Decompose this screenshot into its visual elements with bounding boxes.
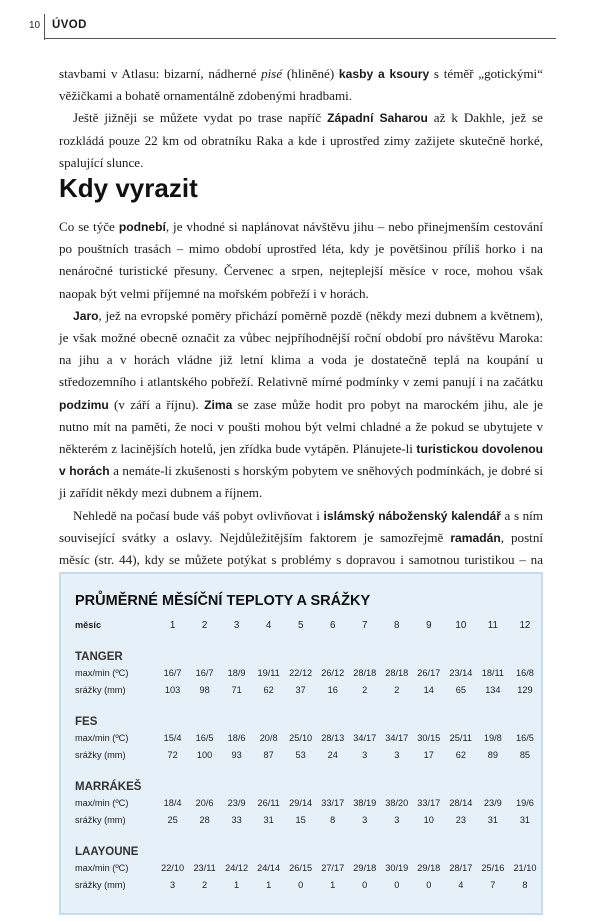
temperature-cell: 28/17 <box>449 862 473 873</box>
temperature-row <box>73 729 541 746</box>
text: , postní měsíc (str. 44), kdy se můžete potýkat s problémy s dopravou i samotnou turistikou – na <box>59 529 543 568</box>
temperature-cell: 18/9 <box>227 667 246 678</box>
city-name: LAAYOUNE <box>75 846 139 858</box>
temperature-cell: 26/12 <box>321 667 345 678</box>
rainfall-cell: 24 <box>327 749 338 760</box>
rainfall-cell: 0 <box>426 879 432 890</box>
rainfall-cell: 1 <box>330 879 336 890</box>
rainfall-cell: 2 <box>394 684 400 695</box>
rainfall-cell: 0 <box>362 879 368 890</box>
rainfall-row <box>73 811 541 828</box>
temperature-cell: 23/11 <box>193 862 216 873</box>
rainfall-cell: 62 <box>263 684 274 695</box>
rainfall-cell: 4 <box>458 879 464 890</box>
page-number: 10 <box>29 20 41 31</box>
temperature-cell: 24/14 <box>257 862 281 873</box>
temperature-cell: 18/6 <box>227 732 246 743</box>
city-name: MARRÁKEŠ <box>75 781 142 793</box>
paragraph <box>59 107 543 174</box>
rainfall-cell: 1 <box>234 879 240 890</box>
rainfall-cell: 3 <box>362 814 368 825</box>
rainfall-row <box>73 681 541 698</box>
rainfall-row-label: srážky (mm) <box>75 749 126 760</box>
rainfall-cell: 31 <box>519 814 531 825</box>
temperature-cell: 20/6 <box>195 797 214 808</box>
rainfall-cell: 98 <box>199 684 210 695</box>
temperature-cell: 22/12 <box>289 667 313 678</box>
temperature-cell: 16/5 <box>515 732 534 743</box>
rainfall-row-label: srážky (mm) <box>75 684 126 695</box>
rainfall-cell: 72 <box>167 749 178 760</box>
rainfall-cell: 93 <box>231 749 242 760</box>
intro-text <box>59 63 543 174</box>
month-cell: 1 <box>169 619 176 631</box>
rainfall-cell: 10 <box>423 814 434 825</box>
city-row <box>73 698 541 729</box>
rainfall-cell: 2 <box>362 684 368 695</box>
temperature-cell: 23/14 <box>449 667 473 678</box>
city-row <box>73 763 541 794</box>
rainfall-cell: 15 <box>295 814 306 825</box>
rainfall-cell: 8 <box>330 814 336 825</box>
rainfall-cell: 2 <box>202 879 208 890</box>
rainfall-cell: 89 <box>487 749 498 760</box>
temperature-cell: 33/17 <box>321 797 345 808</box>
city-name: TANGER <box>75 651 123 663</box>
text-bold: Západní Saharou <box>327 111 428 126</box>
temperature-cell: 28/18 <box>385 667 409 678</box>
temperature-cell: 34/17 <box>385 732 409 743</box>
rainfall-cell: 134 <box>485 684 501 695</box>
rainfall-cell: 31 <box>263 814 274 825</box>
text-bold: Zima <box>204 397 233 412</box>
rainfall-cell: 103 <box>164 684 181 695</box>
rainfall-cell: 14 <box>423 684 434 695</box>
month-cell: 11 <box>487 619 498 631</box>
rainfall-cell: 16 <box>327 684 338 695</box>
rainfall-row <box>73 876 541 893</box>
temperature-cell: 16/5 <box>195 732 214 743</box>
main-text <box>59 216 543 593</box>
temperature-cell: 30/15 <box>417 732 441 743</box>
temperature-cell: 19/6 <box>515 797 534 808</box>
temperature-cell: 16/7 <box>195 667 214 678</box>
temperature-cell: 27/17 <box>321 862 345 873</box>
text-bold: podzimu <box>59 397 109 412</box>
temperature-cell: 18/4 <box>163 797 182 808</box>
temperature-cell: 16/7 <box>163 667 182 678</box>
temperature-cell: 24/12 <box>225 862 249 873</box>
rainfall-cell: 71 <box>231 684 242 695</box>
text-bold: turistickou dovolenou v horách <box>59 442 543 479</box>
text-bold: Jaro <box>73 308 99 323</box>
month-label: měsíc <box>75 620 102 630</box>
text: , je vhodné si naplánovat návštěvu jihu – nebo přinejmenším cestování po pouštních trasách – mimo období uprostřed léta, kdy je povětšinou příliš horko i na nenáročné turistické přesuny. Červenec a srpen, nejteplejší měsíce v roce, mohou však naopak být velmi příjemné na mořském pobřeží i v horách. <box>59 219 543 301</box>
month-cell: 7 <box>362 619 368 631</box>
temperature-cell: 26/15 <box>289 862 313 873</box>
rainfall-cell: 85 <box>519 749 531 760</box>
temperature-cell: 16/8 <box>515 667 534 678</box>
temperature-cell: 21/10 <box>513 862 537 873</box>
temperature-cell: 20/8 <box>259 732 278 743</box>
temperature-cell: 18/11 <box>481 667 505 678</box>
rainfall-cell: 0 <box>298 879 304 890</box>
temperature-cell: 22/10 <box>161 862 185 873</box>
text: se zase může hodit pro pobyt na marockém jihu, ale je nutno mít na paměti, že noci v poušti mohou být velmi chladné a že pokud se ubytujete v některém z lacinějších hotelů, jen zřídka bude vytápěn. Plánujete-li <box>59 396 543 457</box>
month-cell: 2 <box>201 619 208 631</box>
rainfall-row-label: srážky (mm) <box>75 879 126 890</box>
temperature-cell: 25/10 <box>289 732 313 743</box>
heading: Kdy vyrazit <box>59 173 198 203</box>
temperature-cell: 19/11 <box>257 667 280 678</box>
climate-table <box>73 617 541 893</box>
month-cell: 8 <box>394 619 400 631</box>
climate-box <box>59 572 543 915</box>
city-row <box>73 828 541 859</box>
rainfall-cell: 17 <box>423 749 434 760</box>
rainfall-cell: 100 <box>196 749 213 760</box>
temperature-cell: 28/13 <box>321 732 345 743</box>
text: (hliněné) <box>282 66 339 81</box>
rainfall-cell: 3 <box>362 749 368 760</box>
temperature-cell: 19/8 <box>483 732 502 743</box>
temperature-cell: 34/17 <box>353 732 377 743</box>
temperature-cell: 38/19 <box>353 797 377 808</box>
temperature-cell: 28/18 <box>353 667 377 678</box>
temperature-row-label: max/min (ºC) <box>75 797 129 808</box>
paragraph <box>59 63 543 107</box>
temperature-cell: 26/17 <box>417 667 441 678</box>
rainfall-cell: 1 <box>266 879 272 890</box>
city-row <box>73 633 541 664</box>
text: Ještě jižněji se můžete vydat po trase napříč <box>73 110 328 126</box>
rainfall-cell: 31 <box>487 814 498 825</box>
temperature-cell: 23/9 <box>483 797 502 808</box>
month-cell: 10 <box>455 619 467 631</box>
month-cell: 12 <box>519 619 531 631</box>
text: Co se týče <box>59 219 119 234</box>
temperature-cell: 29/14 <box>289 797 313 808</box>
text-bold: kasby a ksoury <box>338 67 430 81</box>
paragraph <box>59 305 543 505</box>
temperature-cell: 25/11 <box>449 732 472 743</box>
temperature-row-label: max/min (ºC) <box>75 862 129 873</box>
temperature-cell: 26/11 <box>257 797 280 808</box>
rainfall-row-label: srážky (mm) <box>75 814 126 825</box>
text-italic: pisé <box>261 66 283 81</box>
temperature-row-label: max/min (ºC) <box>75 667 129 678</box>
temperature-cell: 33/17 <box>417 797 441 808</box>
rainfall-cell: 25 <box>167 814 178 825</box>
text: Nehledě na počasí bude váš pobyt ovlivňovat i <box>73 507 324 523</box>
month-cell: 9 <box>426 619 432 631</box>
text: stavbami v Atlasu: bizarní, nádherné <box>59 66 262 81</box>
temperature-row <box>73 794 541 811</box>
temperature-cell: 38/20 <box>385 797 409 808</box>
rainfall-cell: 8 <box>522 879 528 890</box>
rainfall-cell: 23 <box>455 814 466 825</box>
rainfall-row <box>73 746 541 763</box>
text-bold: islámský náboženský kalendář <box>323 508 501 523</box>
temperature-cell: 23/9 <box>227 797 246 808</box>
temperature-cell: 25/16 <box>481 862 505 873</box>
rainfall-cell: 3 <box>394 749 400 760</box>
text: a s ním související svátky a oslavy. Nejdůležitějším faktorem je samozřejmě <box>59 507 543 545</box>
temperature-cell: 15/4 <box>163 732 182 743</box>
text: až k Dakhle, jež se rozkládá pouze 22 km od obratníku Raka a kde i uprostřed zimy zažijete skutečně horké, spalující slunce. <box>59 110 543 170</box>
temperature-cell: 28/14 <box>449 797 473 808</box>
temperature-row-label: max/min (ºC) <box>75 732 129 743</box>
text: a nemáte-li zkušenosti s horským pobytem ve sněhových podmínkách, je dobré si ji zařídit někdy mezi dubnem a říjnem. <box>59 463 543 501</box>
rainfall-cell: 53 <box>295 749 306 760</box>
month-cell: 4 <box>265 619 272 631</box>
rainfall-cell: 37 <box>295 684 306 695</box>
temperature-cell: 29/18 <box>417 862 441 873</box>
month-cell: 6 <box>329 619 336 631</box>
city-name: FES <box>75 716 98 728</box>
month-cell: 5 <box>297 619 304 631</box>
rainfall-cell: 129 <box>517 684 533 695</box>
rainfall-cell: 65 <box>455 684 466 695</box>
text-bold: ramadán <box>450 530 501 545</box>
text: (v září a říjnu). <box>108 396 205 412</box>
paragraph <box>59 216 543 305</box>
section-title: ÚVOD <box>52 19 87 31</box>
text: s téměř „gotickými“ věžičkami a bohatě ornamentálně zdobenými hradbami. <box>59 66 543 104</box>
text-bold: podnebí <box>118 220 166 234</box>
temperature-row <box>73 664 541 681</box>
header-rule <box>44 38 556 39</box>
temperature-row <box>73 859 541 876</box>
rainfall-cell: 62 <box>455 749 466 760</box>
temperature-cell: 29/18 <box>353 862 377 873</box>
month-cell: 3 <box>233 619 240 631</box>
climate-title: PRŮMĚRNÉ MĚSÍČNÍ TEPLOTY A SRÁŽKY <box>75 593 371 609</box>
rainfall-cell: 0 <box>394 879 400 890</box>
rainfall-cell: 87 <box>263 749 274 760</box>
month-header-row <box>73 617 541 633</box>
rainfall-cell: 28 <box>199 814 210 825</box>
temperature-cell: 30/19 <box>385 862 409 873</box>
rainfall-cell: 33 <box>231 814 242 825</box>
rainfall-cell: 7 <box>490 879 496 890</box>
text: , jež na evropské poměry přichází poměrně pozdě (někdy mezi dubnem a květnem), je však možné obecně označit za vůbec nejpříhodnější roční období pro návštěvu Maroka: na jihu a v horách vládne již letní klima a voda je dostatečně teplá na koupání u středozemního i atlantského pobřeží. Relativně mírné podmínky v zemi panují i na začátku <box>59 307 543 390</box>
rainfall-cell: 3 <box>394 814 400 825</box>
rainfall-cell: 3 <box>170 879 176 890</box>
header-vertical-rule <box>44 14 45 40</box>
page-header <box>0 0 600 40</box>
